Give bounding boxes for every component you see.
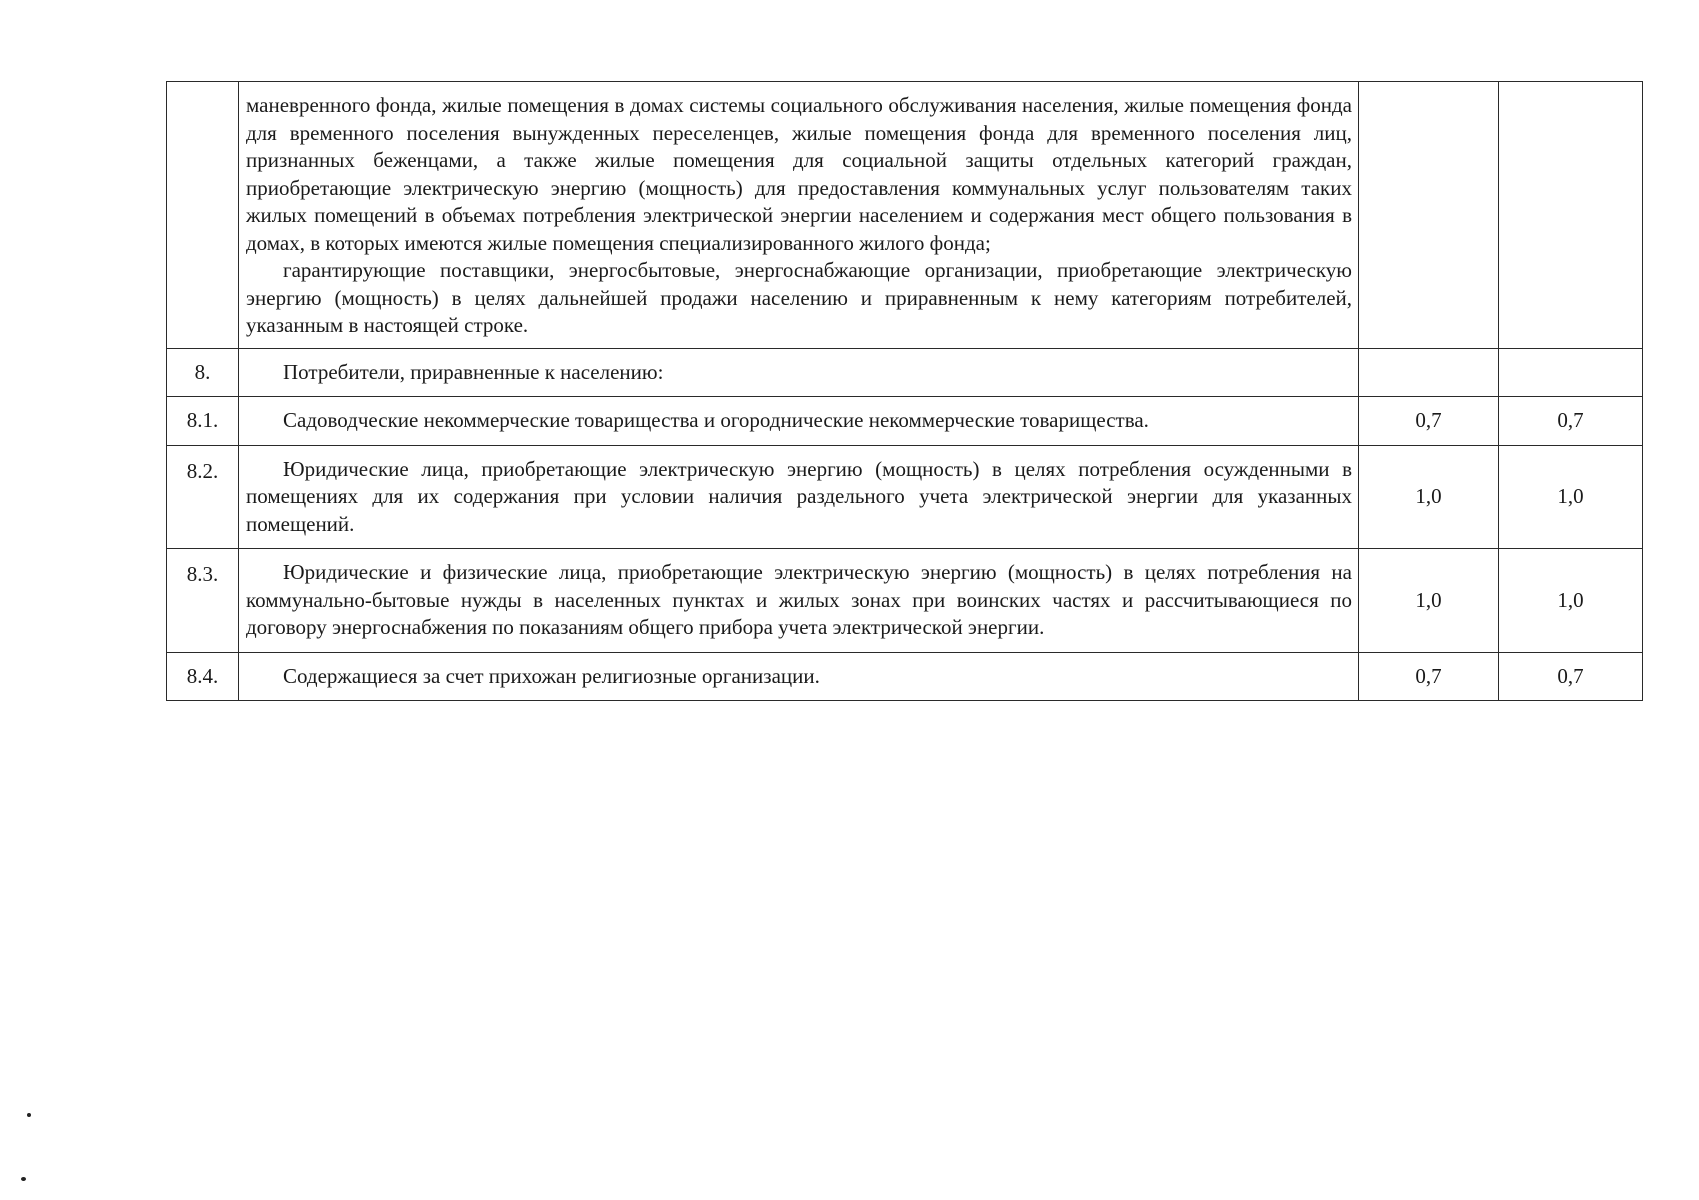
scan-speck xyxy=(27,1113,31,1117)
row-description xyxy=(239,549,1359,653)
description-paragraph: Юридические лица, приобретающие электрическую энергию (мощность) в целях потребления осужденными в помещениях для их содержания при условии наличия раздельного учета электрической энергии для указанных помещений. xyxy=(246,456,1352,536)
row-value-2 xyxy=(1499,82,1643,349)
row-value-1 xyxy=(1359,82,1499,349)
row-value-1: 0,7 xyxy=(1359,652,1499,701)
row-description xyxy=(239,397,1359,446)
table-row xyxy=(167,397,1643,446)
row-value-2: 0,7 xyxy=(1499,652,1643,701)
row-value-1: 1,0 xyxy=(1359,445,1499,549)
row-value-1: 1,0 xyxy=(1359,549,1499,653)
description-paragraph: Содержащиеся за счет прихожан религиозные организации. xyxy=(283,663,820,688)
table-row xyxy=(167,445,1643,549)
row-value-2: 1,0 xyxy=(1499,549,1643,653)
row-number xyxy=(167,82,239,349)
row-value-1 xyxy=(1359,348,1499,397)
row-number: 8.4. xyxy=(167,652,239,701)
table-row xyxy=(167,82,1643,349)
row-number: 8.3. xyxy=(167,549,239,653)
row-value-2: 0,7 xyxy=(1499,397,1643,446)
row-value-2: 1,0 xyxy=(1499,445,1643,549)
table-row xyxy=(167,348,1643,397)
row-number: 8.2. xyxy=(167,445,239,549)
description-paragraph: гарантирующие поставщики, энергосбытовые, энергоснабжающие организации, приобретающие электрическую энергию (мощность) в целях дальнейшей продажи населению и приравненным к нему категориям потребителей, указанным в настоящей строке. xyxy=(246,258,1352,337)
description-paragraph: Садоводческие некоммерческие товарищества и огороднические некоммерческие товарищества. xyxy=(283,408,1149,432)
row-description xyxy=(239,82,1359,349)
row-description xyxy=(239,652,1359,701)
description-paragraph: Потребители, приравненные к населению: xyxy=(283,359,664,384)
tariff-coefficients-table xyxy=(166,81,1643,701)
row-value-1: 0,7 xyxy=(1359,397,1499,446)
row-number: 8. xyxy=(167,348,239,397)
row-number: 8.1. xyxy=(167,397,239,446)
description-paragraph: Юридические и физические лица, приобретающие электрическую энергию (мощность) в целях потребления на коммунально-бытовые нужды в населенных пунктах и жилых зонах при воинских частях и рассчитывающиеся по договору энергоснабжения по показаниям общего прибора учета электрической энергии. xyxy=(246,560,1352,639)
table-row xyxy=(167,549,1643,653)
row-value-2 xyxy=(1499,348,1643,397)
description-paragraph: маневренного фонда, жилые помещения в домах системы социального обслуживания населения, жилые помещения фонда для временного поселения вынужденных переселенцев, жилые помещения фонда для временного поселения лиц, признанных беженцами, а также жилые помещения для социальной защиты отдельных категорий граждан, приобретающие электрическую энергию (мощность) для предоставления коммунальных услуг пользователям таких жилых помещений в объемах потребления электрической энергии населением и содержания мест общего пользования в домах, в которых имеются жилые помещения специализированного жилого фонда; xyxy=(246,93,1352,255)
row-description xyxy=(239,348,1359,397)
scan-speck xyxy=(21,1177,26,1181)
row-description xyxy=(239,445,1359,549)
table-row xyxy=(167,652,1643,701)
